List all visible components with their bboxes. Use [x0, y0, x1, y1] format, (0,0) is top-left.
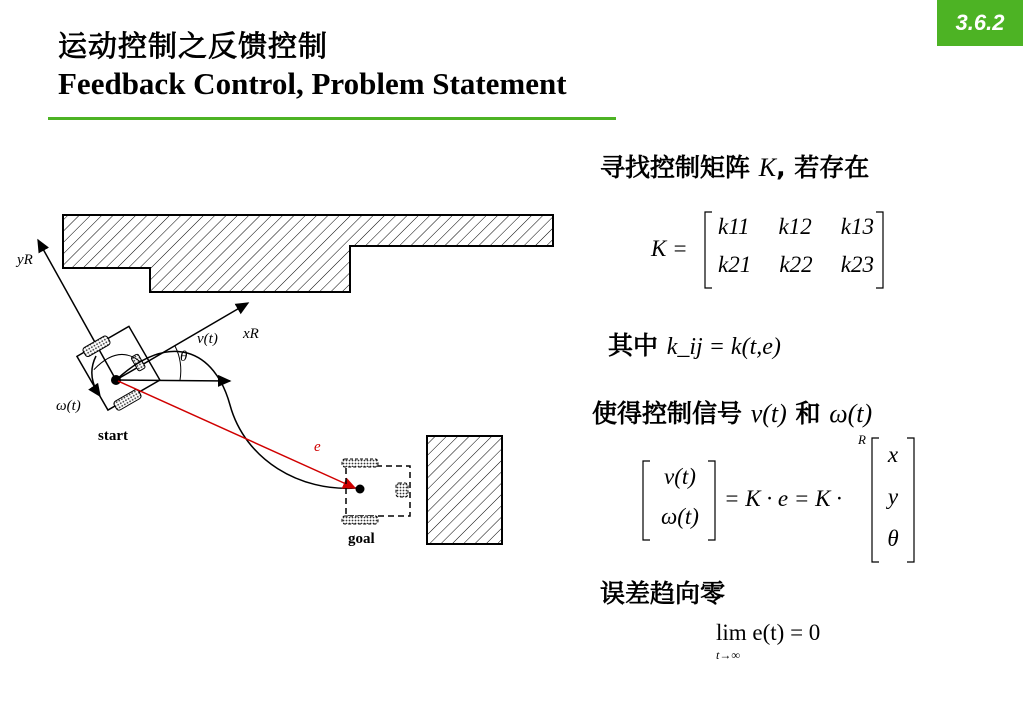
- horizontal-reference: [116, 380, 230, 381]
- limit-subscript: t→∞: [716, 648, 740, 662]
- control-vector-left-bracket: [643, 461, 650, 540]
- pose-entry-y: y: [887, 484, 899, 509]
- matrix-entry: k23: [840, 252, 874, 277]
- pose-entry-x: x: [887, 442, 899, 467]
- omega-label: ω(t): [56, 398, 81, 414]
- goal-point: [356, 485, 365, 494]
- control-signal-text: 使得控制信号: [592, 399, 743, 428]
- error-label: e: [314, 439, 321, 455]
- matrix-k-right-bracket: [876, 212, 883, 288]
- robot-start: [75, 323, 163, 415]
- where-line: [608, 326, 781, 362]
- control-entry-omega: ω(t): [661, 504, 699, 529]
- matrix-entry: k21: [718, 252, 752, 277]
- x-axis-arrow: [116, 303, 248, 380]
- matrix-k-body: [718, 214, 874, 278]
- error-zero-line: [600, 574, 725, 610]
- control-entry-v: v(t): [664, 464, 696, 489]
- control-law-middle: = K · e = K ·: [724, 486, 842, 511]
- slide-title-en: Feedback Control, Problem Statement: [58, 66, 567, 101]
- where-text: 其中: [608, 331, 659, 360]
- theta-label: θ: [180, 349, 188, 365]
- goal-label: goal: [348, 531, 375, 547]
- limit-expression: lim e(t) = 0: [716, 620, 821, 645]
- matrix-entry: k12: [778, 214, 812, 239]
- pose-vector: [880, 442, 906, 552]
- omega-arrow-icon: [92, 356, 100, 396]
- matrix-symbol: K: [758, 153, 777, 182]
- slide-number-badge: 3.6.2: [937, 0, 1023, 46]
- x-axis-label: xR: [243, 326, 259, 342]
- obstacle-right: [427, 436, 502, 544]
- omega-symbol: ω(t): [829, 399, 873, 428]
- matrix-k-lhs: K =: [651, 236, 688, 261]
- pose-vector-right-bracket: [907, 438, 914, 562]
- control-vector: [654, 464, 706, 530]
- velocity-symbol: v(t): [750, 399, 787, 428]
- kij-definition: k_ij = k(t,e): [666, 334, 781, 360]
- if-exists-text: , 若存在: [776, 153, 870, 182]
- matrix-entry: k13: [840, 214, 874, 239]
- y-axis-label: yR: [17, 252, 33, 268]
- pose-entry-theta: θ: [887, 526, 899, 551]
- trajectory-path: [116, 351, 356, 488]
- velocity-label: v(t): [197, 331, 218, 347]
- control-signal-line: [592, 394, 872, 430]
- control-vector-right-bracket: [708, 461, 715, 540]
- pose-vector-left-bracket: [872, 438, 879, 562]
- error-vector: [118, 381, 355, 488]
- find-matrix-text: 寻找控制矩阵: [600, 153, 751, 182]
- matrix-entry: k22: [779, 252, 813, 277]
- start-label: start: [98, 428, 128, 444]
- obstacle-top: [63, 215, 553, 292]
- robot-goal: [342, 459, 410, 524]
- find-matrix-line: [600, 148, 869, 184]
- and-text: 和: [795, 399, 821, 428]
- error-zero-text: 误差趋向零: [600, 579, 726, 608]
- slide-title-cn: 运动控制之反馈控制: [58, 29, 329, 63]
- matrix-k-left-bracket: [705, 212, 712, 288]
- frame-superscript: R: [858, 432, 866, 447]
- matrix-entry: k11: [718, 214, 750, 239]
